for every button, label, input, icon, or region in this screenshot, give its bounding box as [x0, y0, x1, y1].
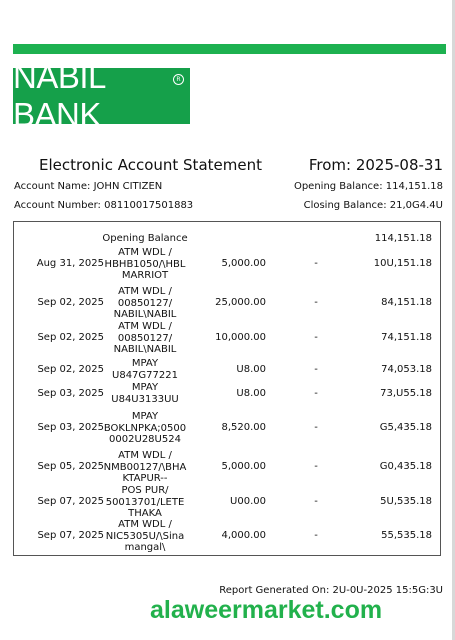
date-cell: Sep 02, 2025 [37, 332, 104, 344]
date-cell: Sep 07, 2025 [37, 530, 104, 542]
balance-cell: G0,435.18 [379, 461, 432, 473]
description-cell [96, 450, 194, 485]
description-line: NMB00127/\BHA [103, 461, 187, 473]
credit-cell: - [314, 363, 318, 375]
description-line: Opening Balance [102, 233, 188, 244]
credit-cell: - [314, 461, 318, 473]
description-cell [96, 485, 194, 520]
description-cell [96, 411, 194, 446]
balance-cell: G5,435.18 [379, 422, 432, 434]
description-line: ATM WDL / [118, 286, 172, 297]
debit-cell: U8.00 [236, 363, 266, 375]
balance-cell: 55,535.18 [381, 530, 432, 542]
description-line: ATM WDL / [118, 519, 172, 530]
credit-cell: - [314, 332, 318, 344]
description-line: THAKA [128, 508, 162, 519]
credit-cell: - [314, 297, 318, 309]
description-line: NABIL\NABIL [113, 344, 177, 355]
statement-period: From: 2025-08-31 [308, 156, 443, 174]
description-line: MPAY [131, 411, 159, 422]
balance-cell: 73,U55.18 [380, 387, 432, 399]
balance-cell: 74,151.18 [381, 332, 432, 344]
credit-cell: - [314, 422, 318, 434]
report-generated: Report Generated On: 2U-0U-2025 15:5G:3U [219, 585, 443, 596]
date-cell: Sep 02, 2025 [37, 363, 104, 375]
credit-cell: - [314, 387, 318, 399]
date-cell: Sep 05, 2025 [37, 461, 104, 473]
debit-cell: 10,000.00 [215, 332, 266, 344]
transactions-table [13, 221, 441, 556]
description-line: ATM WDL / [118, 321, 172, 332]
account-name: Account Name: JOHN CITIZEN [14, 181, 163, 192]
description-line: KTAPUR-- [122, 473, 168, 484]
description-line: mangal\ [124, 542, 166, 553]
description-line: MPAY [131, 382, 159, 393]
description-line: BOKLNPKA;0500 [103, 422, 187, 434]
closing-balance-summary: Closing Balance: 21,0G4.4U [303, 200, 443, 211]
bank-logo [13, 58, 190, 133]
watermark: alaweermarket.com [150, 596, 383, 624]
credit-cell: - [314, 530, 318, 542]
balance-cell: 10U,151.18 [373, 258, 432, 270]
logo-text: NABIL BANK [13, 58, 105, 133]
credit-cell: - [314, 496, 318, 508]
date-cell: Sep 03, 2025 [37, 387, 104, 399]
debit-cell: 5,000.00 [221, 258, 266, 270]
description-line: 50013701/LETE [105, 496, 185, 508]
description-cell [96, 358, 194, 381]
header-green-bar [13, 44, 446, 54]
opening-balance-summary: Opening Balance: 114,151.18 [293, 181, 443, 192]
debit-cell: U8.00 [236, 387, 266, 399]
description-line: 00850127/ [117, 297, 173, 309]
description-line: ATM WDL / [118, 450, 172, 461]
date-cell: Sep 07, 2025 [37, 496, 104, 508]
description-cell [96, 519, 194, 554]
debit-cell: 8,520.00 [221, 422, 266, 434]
description-cell [96, 321, 194, 356]
description-cell [96, 286, 194, 321]
account-number: Account Number: 08110017501883 [14, 200, 194, 211]
balance-cell: 84,151.18 [381, 297, 432, 309]
description-line: 0002U28U524 [109, 434, 181, 445]
description-line: NIC5305U/\Sina [105, 530, 185, 542]
description-line: MPAY [131, 358, 159, 369]
registered-mark-icon: R [173, 74, 184, 85]
debit-cell: 4,000.00 [221, 530, 266, 542]
balance-cell: 5U,535.18 [380, 496, 432, 508]
date-cell: Sep 02, 2025 [37, 297, 104, 309]
description-cell [96, 247, 194, 282]
statement-title: Electronic Account Statement [39, 156, 262, 174]
debit-cell: 5,000.00 [221, 461, 266, 473]
credit-cell: - [314, 258, 318, 270]
debit-cell: 25,000.00 [215, 297, 266, 309]
balance-cell: 114,151.18 [374, 233, 432, 244]
description-line: U84U3133UU [111, 393, 179, 405]
description-line: POS PUR/ [121, 485, 169, 496]
description-line: NABIL\NABIL [113, 309, 177, 320]
debit-cell: U00.00 [230, 496, 266, 508]
description-line: HBHB1050/\HBL [104, 258, 186, 270]
description-cell [96, 233, 194, 245]
balance-cell: 74,053.18 [381, 363, 432, 375]
description-cell [96, 382, 194, 405]
description-line: MARRIOT [121, 270, 169, 281]
description-line: ATM WDL / [118, 247, 172, 258]
date-cell: Sep 03, 2025 [37, 422, 104, 434]
date-cell: Aug 31, 2025 [36, 258, 104, 270]
description-line: 00850127/ [117, 332, 173, 344]
description-line: U847G77221 [112, 369, 178, 381]
